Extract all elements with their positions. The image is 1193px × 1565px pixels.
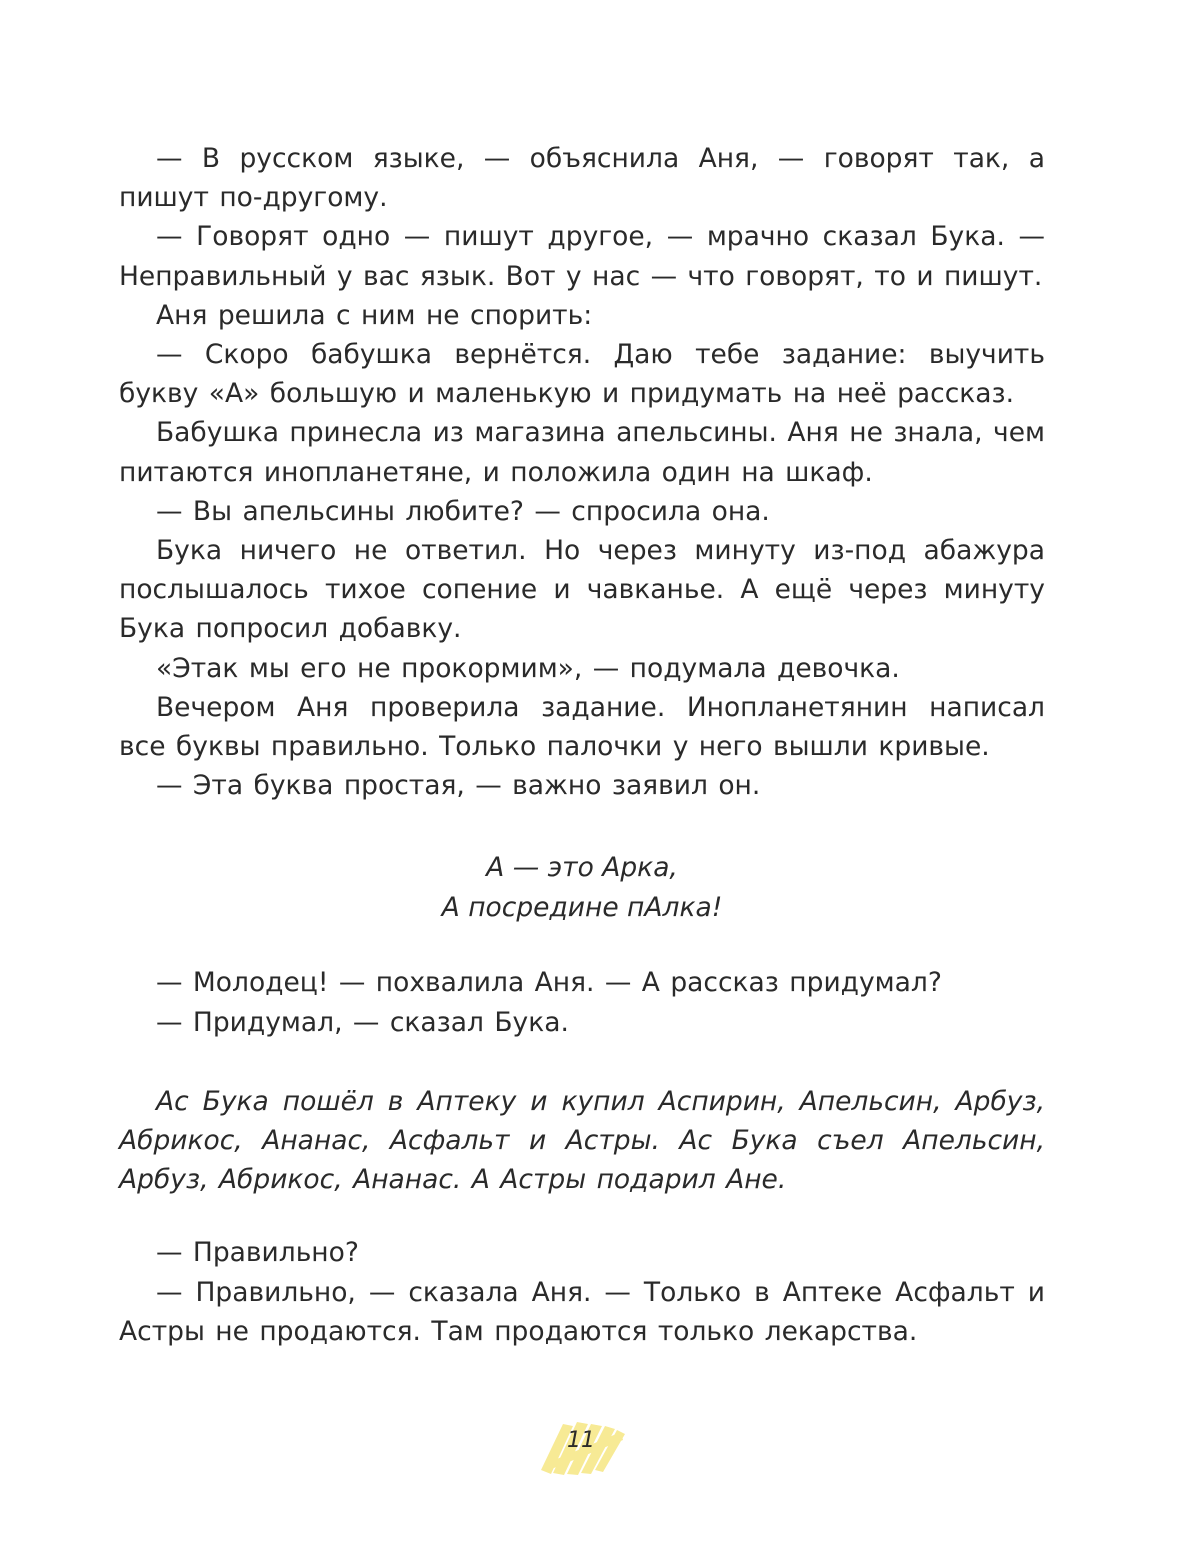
paragraph: Бабушка принесла из магазина апельсины. Аня не знала, чем питаются инопланетяне, и положила один на шкаф.: [119, 417, 1045, 488]
paragraph: Вечером Аня проверила задание. Инопланетянин написал все буквы правильно. Только палочки у него вышли кривые.: [119, 691, 1045, 763]
poem-line: А — это Арка,: [486, 852, 678, 884]
paragraph: — Придумал, — сказал Бука.: [156, 1006, 569, 1038]
paragraph: — Скоро бабушка вернётся. Даю тебе задание: выучить букву «А» большую и маленькую и придумать на неё рассказ.: [119, 339, 1045, 410]
page-number-text: 11: [567, 1428, 595, 1453]
page-number: [533, 1418, 633, 1478]
paragraph: — Правильно?: [156, 1237, 359, 1269]
story-block: [119, 1082, 1045, 1200]
paragraph: — Вы апельсины любите? — спросила она.: [156, 495, 770, 527]
paragraph: — Молодец! — похвалила Аня. — А рассказ придумал?: [156, 967, 942, 999]
paragraph: «Этак мы его не прокормим», — подумала девочка.: [156, 652, 900, 684]
paragraph: — Эта буква простая, — важно заявил он.: [156, 770, 761, 802]
paragraph: Бука ничего не ответил. Но через минуту из-под абажура послышалось тихое сопение и чавканье. А ещё через минуту Бука попросил добавку.: [119, 535, 1045, 645]
story-text: Ас Бука пошёл в Аптеку и купил Аспирин, Апельсин, Арбуз, Абрикос, Ананас, Асфальт и Астры. Ас Бука съел Апельсин, Арбуз, Абрикос, Ананас. А Астры подарил Ане.: [119, 1085, 1045, 1196]
paragraph: Аня решила с ним не спорить:: [156, 299, 593, 331]
paragraph: — В русском языке, — объяснила Аня, — говорят так, а пишут по-другому.: [119, 143, 1045, 214]
paragraph: — Правильно, — сказала Аня. — Только в Аптеке Асфальт и Астры не продаются. Там продаются только лекарства.: [119, 1276, 1045, 1347]
paragraph: — Говорят одно — пишут другое, — мрачно сказал Бука. — Неправильный у вас язык. Вот у нас — что говорят, то и пишут.: [119, 221, 1045, 292]
page-text: [119, 139, 1045, 1351]
poem: [119, 848, 1045, 928]
poem-line: А посредине пАлка!: [441, 892, 723, 924]
